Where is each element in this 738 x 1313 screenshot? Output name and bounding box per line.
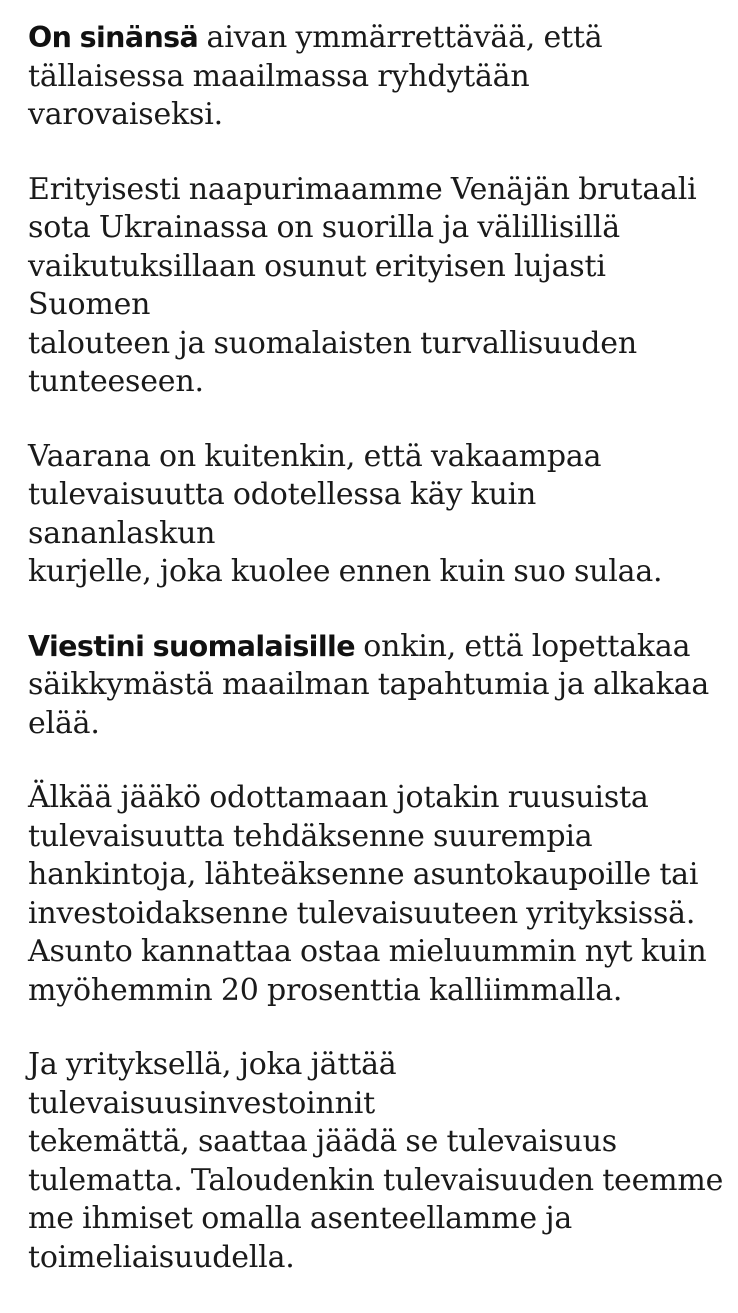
text-line: säikkymästä maailman tapahtumia ja alkakaa [28,667,709,702]
text-line: vaikutuksillaan osunut erityisen lujasti Suomen [28,248,606,322]
paragraph-5 [28,779,728,1010]
paragraph-4 [28,628,728,744]
text-line: Asunto kannattaa ostaa mieluummin nyt kuin [28,934,707,969]
paragraph-lead: Viestini suomalaisille [28,629,355,663]
text-line: Erityisesti naapurimaamme Venäjän brutaali [28,171,697,207]
text-line: toimeliaisuudella. [28,1239,295,1275]
text-line: Älkää jääkö odottamaan jotakin ruusuista [28,780,649,815]
text-line: kurjelle, joka kuolee ennen kuin suo sulaa. [28,554,663,589]
paragraph-lead: On sinänsä [28,21,199,54]
text-line: Ja yrityksellä, joka jättää tulevaisuusinvestoinnit [28,1047,397,1121]
text-line: tekemättä, saattaa jäädä se tulevaisuus [28,1124,617,1159]
paragraph-6 [28,1046,728,1277]
text-line: tunteeseen. [28,364,204,399]
paragraph-2 [28,171,728,402]
text-line: tällaisessa maailmassa ryhdytään varovaiseksi. [28,58,530,132]
text-line: elää. [28,705,100,741]
text-line: onkin, että lopettakaa [354,628,691,664]
text-line: tulematta. Taloudenkin tulevaisuuden teemme [28,1162,724,1198]
text-line: talouteen ja suomalaisten turvallisuuden [28,325,637,361]
paragraph-1 [28,19,728,135]
text-line: Vaarana on kuitenkin, että vakaampaa [28,438,602,474]
text-line: tulevaisuutta tehdäksenne suurempia [28,818,593,854]
text-line: me ihmiset omalla asenteellamme ja [28,1201,573,1236]
text-line: tulevaisuutta odotellessa käy kuin sananlaskun [28,477,537,551]
text-line: investoidaksenne tulevaisuuteen yrityksissä. [28,895,696,931]
text-line: myöhemmin 20 prosenttia kalliimmalla. [28,972,623,1008]
article-body [28,19,728,1313]
text-line: sota Ukrainassa on suorilla ja välillisillä [28,210,620,245]
text-line: hankintoja, lähteäksenne asuntokaupoille tai [28,857,699,892]
paragraph-3 [28,438,728,592]
text-line: aivan ymmärrettävää, että [198,20,603,55]
